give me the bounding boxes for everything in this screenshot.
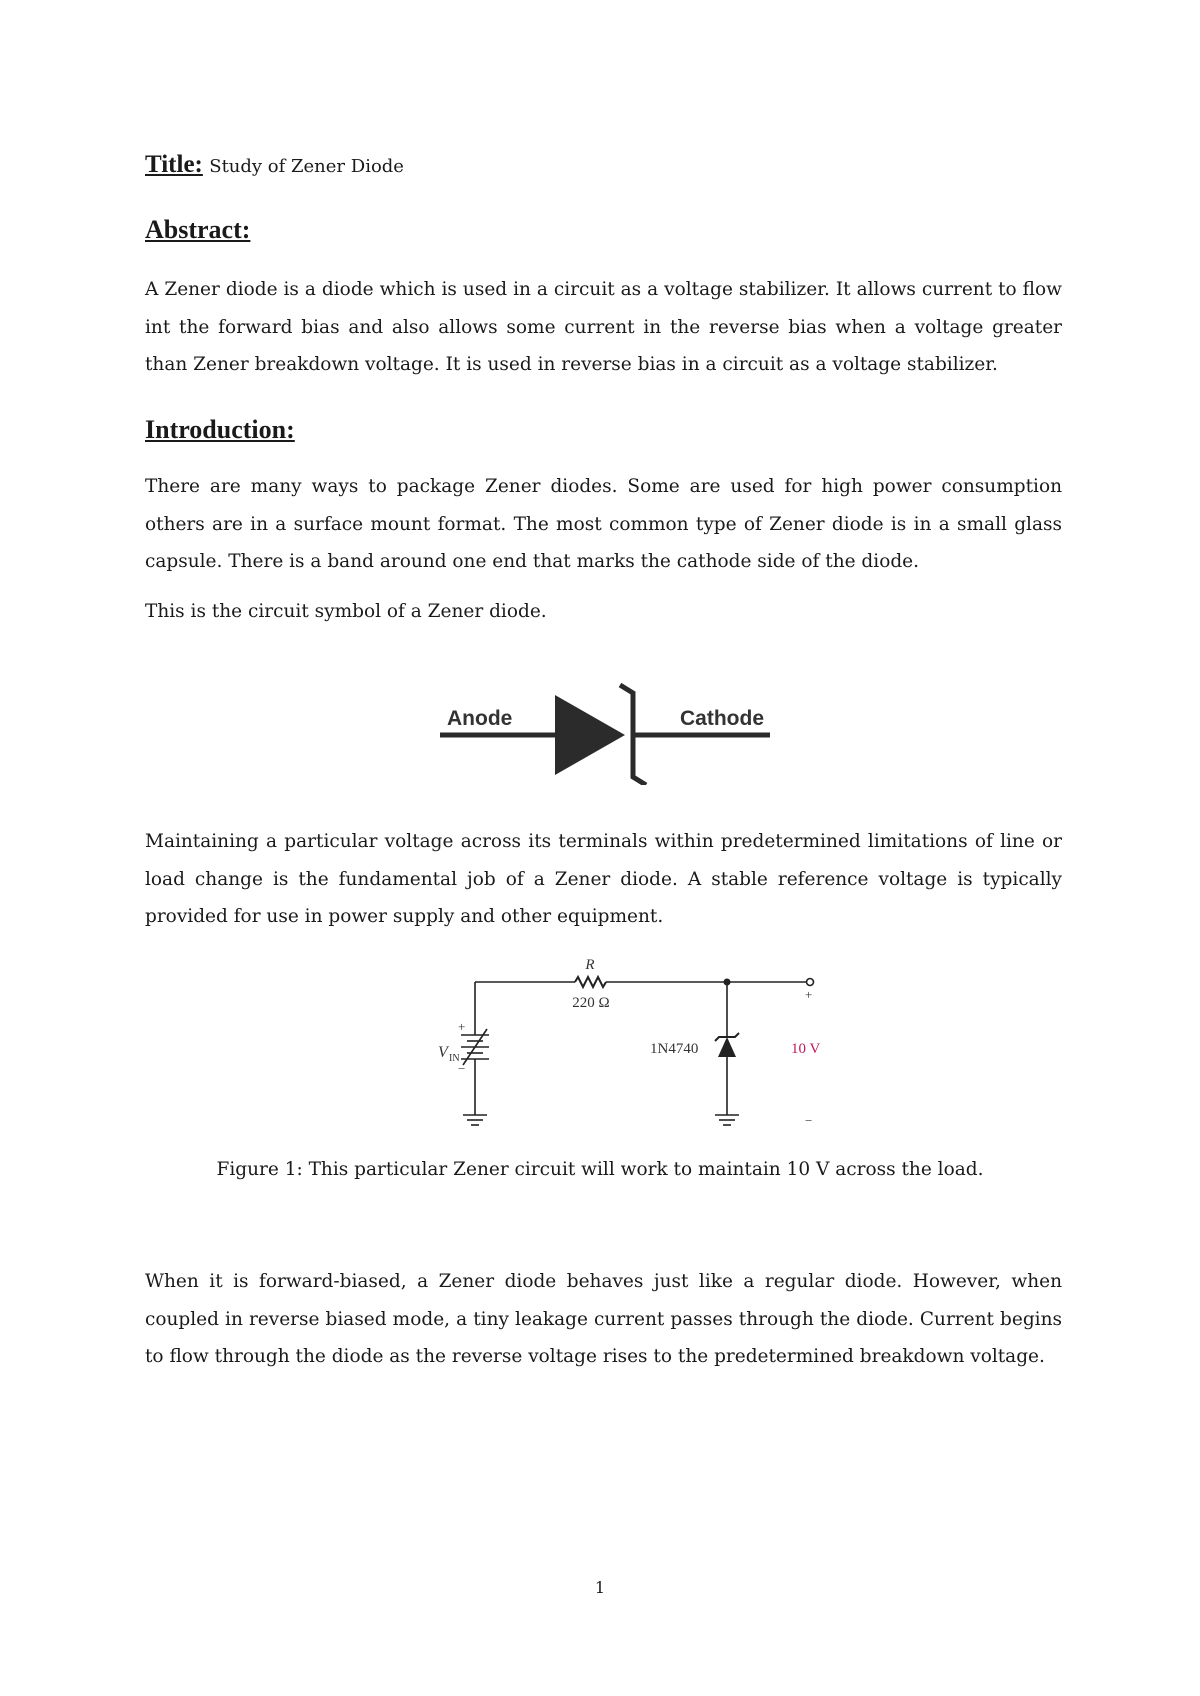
figure-caption: Figure 1: This particular Zener circuit will work to maintain 10 V across the load.	[216, 1159, 984, 1180]
source-subscript: IN	[449, 1053, 460, 1064]
anode-label: Anode	[447, 707, 513, 730]
junction-dot	[724, 979, 731, 986]
diode-label: 1N4740	[650, 1041, 699, 1057]
abstract-heading: Abstract:	[145, 215, 251, 244]
output-minus: −	[805, 1113, 813, 1128]
page-number: 1	[594, 1578, 606, 1597]
zener-regulator-circuit	[415, 945, 835, 1145]
introduction-paragraph-2: This is the circuit symbol of a Zener diode.	[145, 601, 547, 622]
zener-triangle	[718, 1037, 736, 1057]
introduction-paragraph-3: Maintaining a particular voltage across its terminals within predetermined limitations of line or load change is the fundamental job of a Zener diode. A stable reference voltage is typically provided for use in power supply and other equipment.	[145, 831, 1062, 927]
title-value: Study of Zener Diode	[209, 156, 404, 177]
resistor-name: R	[585, 957, 595, 973]
output-voltage: 10 V	[791, 1041, 821, 1057]
introduction-paragraph-1: There are many ways to package Zener diodes. Some are used for high power consumption others are in a surface mount format. The most common type of Zener diode is in a small glass capsule. There is a band around one end that marks the cathode side of the diode.	[145, 476, 1062, 572]
abstract-paragraph: A Zener diode is a diode which is used in a circuit as a voltage stabilizer. It allows current to flow int the forward bias and also allows some current in the reverse bias when a voltage greater than Zener breakdown voltage. It is used in reverse bias in a circuit as a voltage stabilizer.	[145, 279, 1062, 375]
source-label: V	[438, 1044, 448, 1061]
diode-triangle	[555, 695, 625, 775]
zener-symbol-figure	[430, 675, 780, 785]
output-plus: +	[805, 987, 813, 1002]
cathode-label: Cathode	[680, 707, 764, 730]
source-plus: +	[458, 1019, 466, 1034]
resistor	[575, 977, 606, 987]
introduction-paragraph-4: When it is forward-biased, a Zener diode behaves just like a regular diode. However, when coupled in reverse biased mode, a tiny leakage current passes through the diode. Current begins to flow through the diode as the reverse voltage rises to the predetermined breakdown voltage.	[145, 1271, 1062, 1367]
title-label: Title:	[145, 151, 203, 178]
source-minus: −	[458, 1061, 466, 1076]
output-terminal	[807, 979, 814, 986]
document-title	[145, 150, 404, 182]
resistor-value: 220 Ω	[572, 995, 610, 1011]
introduction-heading: Introduction:	[145, 415, 295, 444]
